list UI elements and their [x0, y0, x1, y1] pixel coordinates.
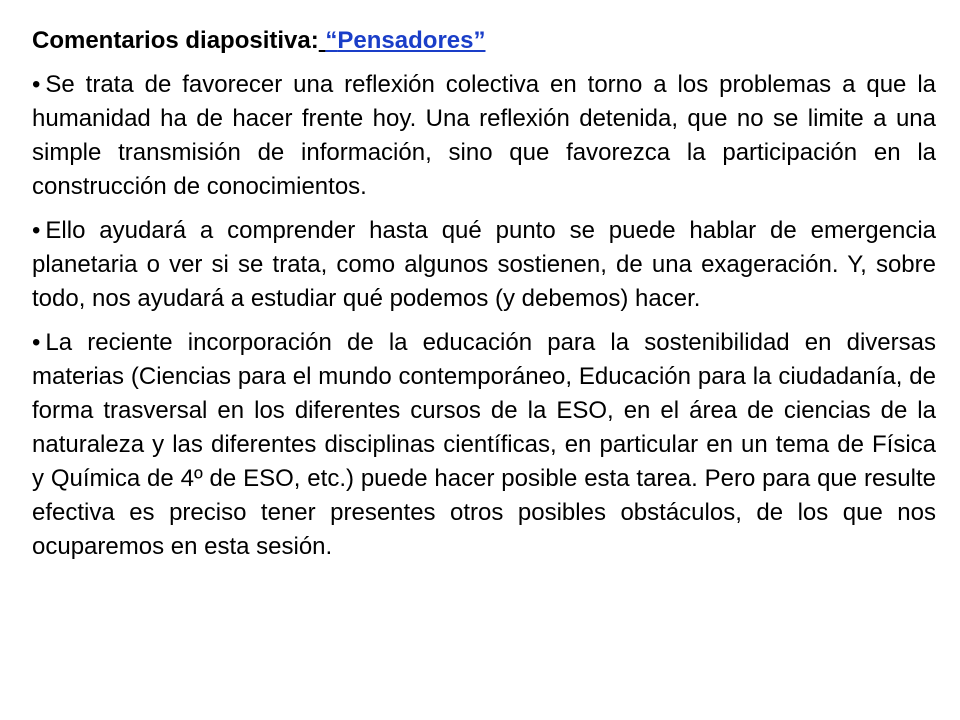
- paragraph-3: [32, 326, 936, 564]
- heading-quote-close[interactable]: ”: [473, 27, 486, 54]
- slide-content: [32, 24, 936, 574]
- bullet-icon: •: [32, 329, 41, 356]
- paragraph-2: [32, 214, 936, 316]
- slide-heading: [32, 24, 936, 58]
- bullet-icon: •: [32, 217, 41, 244]
- paragraph-text: La reciente incorporación de la educación para la sostenibilidad en diversas materias (Ciencias para el mundo contemporáneo, Educación para la ciudadanía, de forma trasversal en los diferentes cursos de la ESO, en el área de ciencias de la naturaleza y las diferentes disciplinas científicas, en particular en un tema de Física y Química de 4º de ESO, etc.) puede hacer posible esta tarea. Pero para que resulte efectiva es preciso tener presentes otros posibles obstáculos, de los que nos ocuparemos en esta sesión.: [32, 329, 936, 560]
- bullet-icon: •: [32, 71, 41, 98]
- pensadores-link[interactable]: Pensadores: [337, 27, 474, 54]
- heading-label: Comentarios diapositiva:: [32, 27, 319, 54]
- paragraph-text: Se trata de favorecer una reflexión colectiva en torno a los problemas a que la humanidad ha de hacer frente hoy. Una reflexión detenida, que no se limite a una simple transmisión de información, sino que favorezca la participación en la construcción de conocimientos.: [32, 71, 936, 200]
- heading-quote-open[interactable]: “: [325, 27, 338, 54]
- paragraph-1: [32, 68, 936, 204]
- paragraph-text: Ello ayudará a comprender hasta qué punto se puede hablar de emergencia planetaria o ver si se trata, como algunos sostienen, de una exageración. Y, sobre todo, nos ayudará a estudiar qué podemos (y debemos) hacer.: [32, 217, 936, 312]
